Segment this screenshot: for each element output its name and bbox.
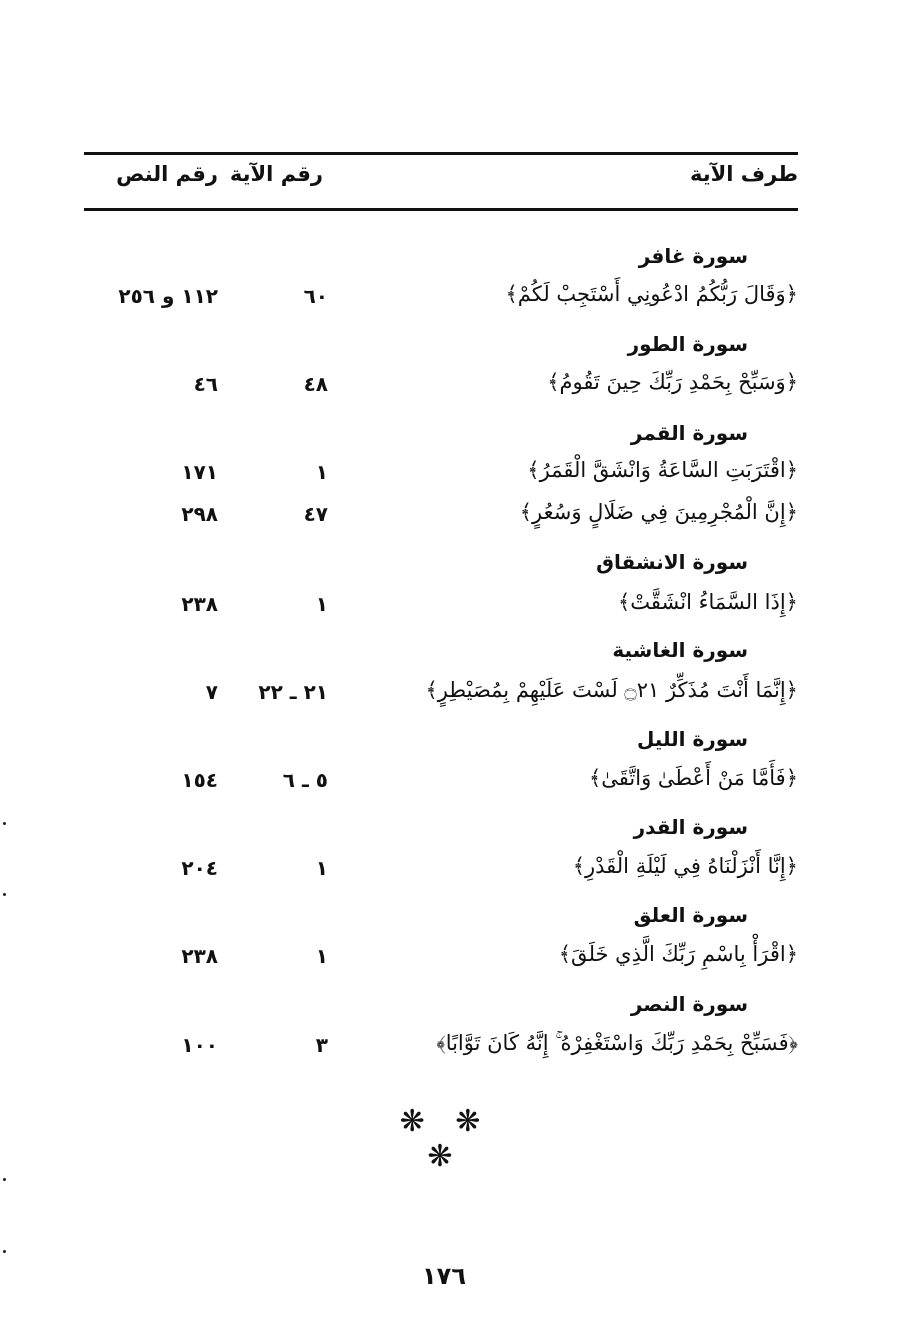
surah-title-ghafir: سورة غافر: [638, 244, 748, 268]
ayah-number: ٣: [315, 1033, 328, 1057]
surah-title-ghashiyah: سورة الغاشية: [612, 638, 748, 662]
verse-text: ﴿وَقَالَ رَبُّكُمُ ادْعُونِي أَسْتَجِبْ لَكُمْ﴾: [505, 282, 798, 306]
ayah-number: ١: [315, 856, 328, 880]
surah-title-qadr: سورة القدر: [633, 815, 748, 839]
text-number: ١١٢ و ٢٥٦: [118, 284, 218, 308]
surah-title-qamar: سورة القمر: [630, 421, 748, 445]
ayah-number: ٤٨: [303, 372, 328, 396]
text-number: ١٥٤: [181, 768, 218, 792]
scan-speck: [3, 822, 6, 825]
table-row: [84, 282, 798, 318]
header-bottom-rule: [84, 208, 798, 211]
ayah-number: ٥ ـ ٦: [282, 768, 328, 792]
text-number: ١٠٠: [181, 1033, 218, 1057]
ayah-number: ٢١ ـ ٢٢: [258, 680, 328, 704]
ayah-number: ١: [315, 460, 328, 484]
header-text-number: رقم النص: [116, 162, 218, 186]
scan-speck: [3, 1178, 6, 1181]
page-number: ١٧٦: [422, 1262, 466, 1290]
verse-text: ﴿إِنَّمَا أَنْتَ مُذَكِّرٌ ۝٢١ لَسْتَ عَلَيْهِمْ بِمُصَيْطِرٍ﴾: [425, 678, 798, 702]
verse-text: ﴿اقْتَرَبَتِ السَّاعَةُ وَانْشَقَّ الْقَمَرُ﴾: [527, 458, 798, 482]
text-number: ٢٣٨: [181, 944, 218, 968]
ayah-number: ٤٧: [303, 502, 328, 526]
ayah-number: ١: [315, 944, 328, 968]
text-number: ١٧١: [181, 460, 218, 484]
verse-text: ﴿فَسَبِّحْ بِحَمْدِ رَبِّكَ وَاسْتَغْفِرْهُ ۚ إِنَّهُ كَانَ تَوَّابًا﴾: [436, 1031, 798, 1055]
verse-text: ﴿وَسَبِّحْ بِحَمْدِ رَبِّكَ حِينَ تَقُومُ﴾: [547, 370, 798, 394]
verse-text: ﴿إِنَّا أَنْزَلْنَاهُ فِي لَيْلَةِ الْقَدْرِ﴾: [572, 854, 798, 878]
header-top-rule: [84, 152, 798, 155]
header-verse-edge: طرف الآية: [689, 162, 798, 186]
header-ayah-number: رقم الآية: [229, 162, 323, 186]
scan-speck: [3, 1250, 6, 1253]
table-row: [84, 678, 798, 714]
surah-title-tur: سورة الطور: [627, 332, 748, 356]
table-row: [84, 458, 798, 494]
table-row: [84, 942, 798, 978]
text-number: ٤٦: [193, 372, 218, 396]
ayah-number: ١: [315, 592, 328, 616]
surah-title-layl: سورة الليل: [636, 727, 748, 751]
surah-title-alaq: سورة العلق: [633, 903, 748, 927]
verse-text: ﴿اقْرَأْ بِاسْمِ رَبِّكَ الَّذِي خَلَقَ﴾: [558, 942, 798, 966]
text-number: ٢٩٨: [181, 502, 218, 526]
section-separator: ❋ ❋ ❋: [399, 1104, 491, 1174]
table-row: [84, 500, 798, 536]
verse-text: ﴿إِذَا السَّمَاءُ انْشَقَّتْ﴾: [617, 590, 798, 614]
text-number: ٢٣٨: [181, 592, 218, 616]
verse-text: ﴿إِنَّ الْمُجْرِمِينَ فِي ضَلَالٍ وَسُعُرٍ﴾: [519, 500, 798, 524]
verse-text: ﴿فَأَمَّا مَنْ أَعْطَىٰ وَاتَّقَىٰ﴾: [589, 766, 798, 790]
table-row: [84, 590, 798, 626]
surah-title-nasr: سورة النصر: [630, 992, 748, 1016]
scan-speck: [3, 893, 6, 896]
table-row: [84, 1031, 798, 1067]
text-number: ٢٠٤: [181, 856, 218, 880]
text-number: ٧: [205, 680, 218, 704]
surah-title-inshiqaq: سورة الانشقاق: [596, 550, 748, 574]
table-row: [84, 766, 798, 802]
ayah-number: ٦٠: [303, 284, 328, 308]
table-row: [84, 854, 798, 890]
table-row: [84, 370, 798, 406]
